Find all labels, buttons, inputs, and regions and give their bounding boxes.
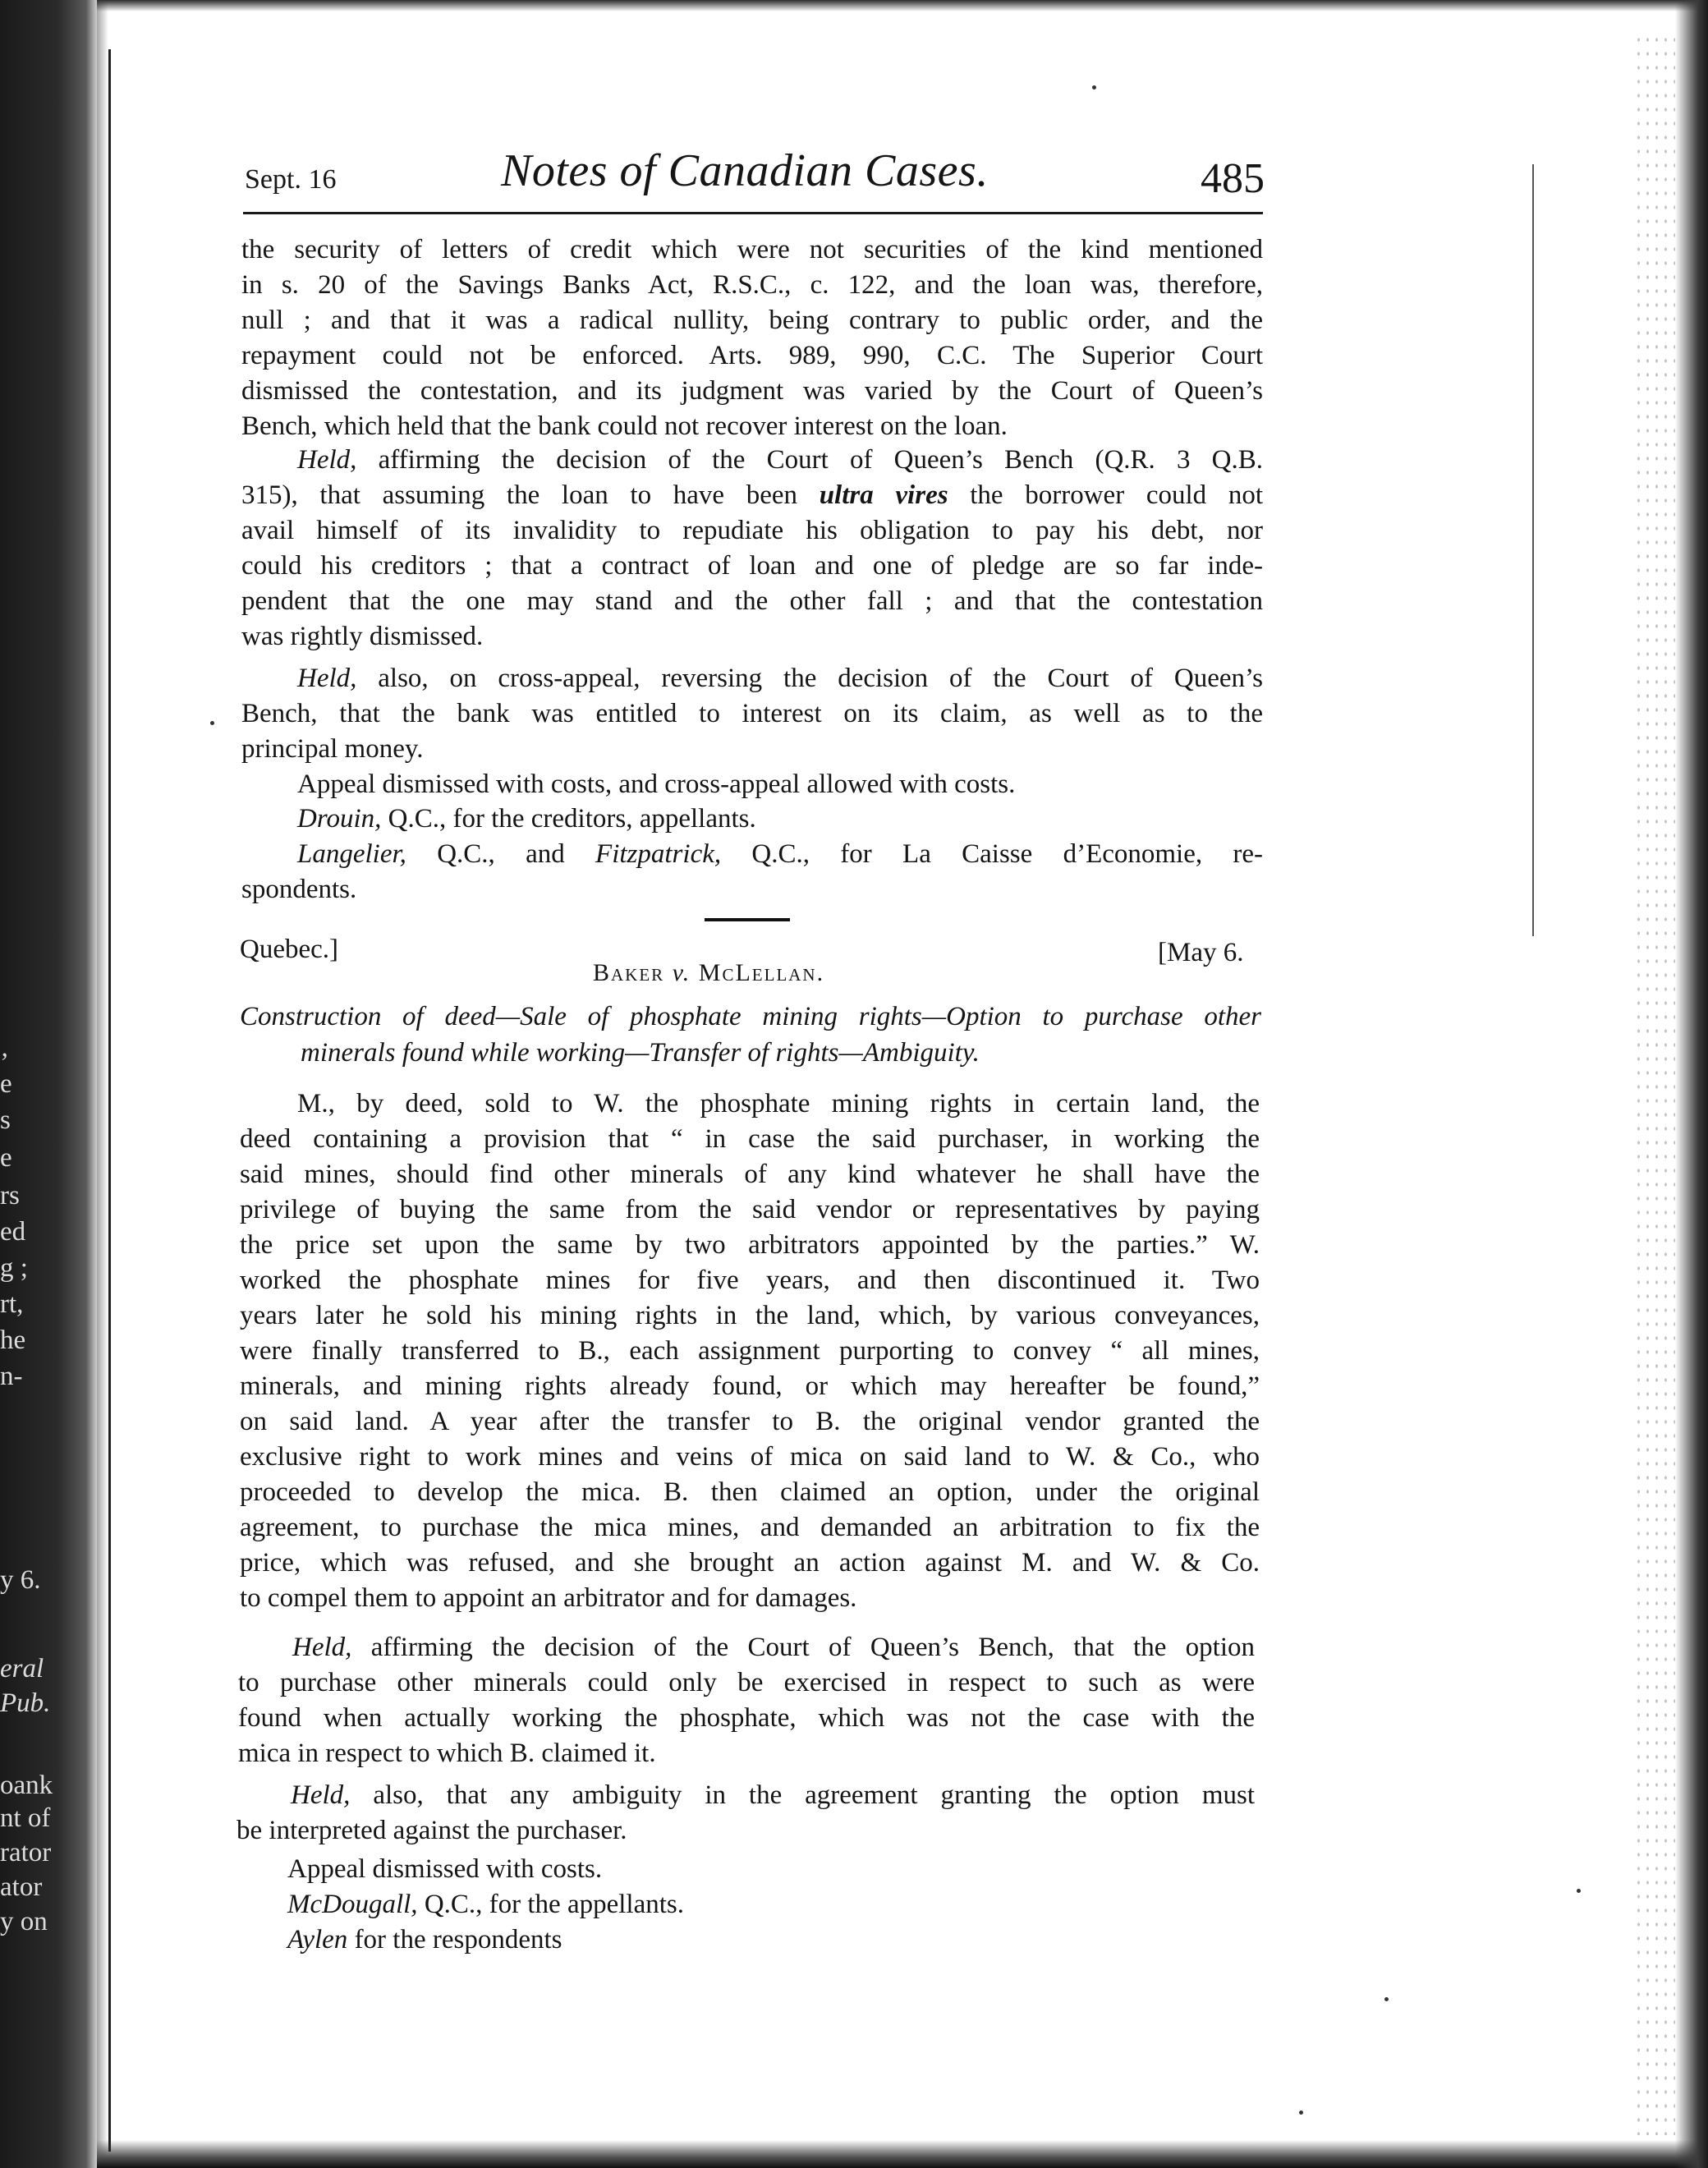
latin-term: ultra vires — [819, 480, 948, 510]
bleed-text: n- — [0, 1362, 23, 1391]
scan-speck — [1299, 2111, 1303, 2115]
headnote-line: minerals found while working—Transfer of rights—Ambiguity. — [301, 1038, 980, 1068]
holding-text: also, on cross-appeal, reversing the decision of the Court of Queen’s — [378, 664, 1264, 693]
holding-line: to purchase other minerals could only be exercised in respect to such as were — [238, 1668, 1255, 1697]
header-date: Sept. 16 — [245, 164, 337, 195]
bleed-text: s — [0, 1105, 11, 1135]
journal-title: Notes of Canadian Cases. — [501, 145, 989, 196]
scan-speck — [1577, 1889, 1581, 1893]
counsel-line — [287, 1923, 1109, 1956]
holding-line: could his creditors ; that a contract of loan and one of pledge are so far inde- — [241, 551, 1263, 581]
body-line: dismissed the contestation, and its judgment was varied by the Court of Queen’s — [241, 376, 1263, 406]
bleed-text: e — [0, 1143, 12, 1173]
holding-text: also, that any ambiguity in the agreement granting the option must — [373, 1780, 1256, 1810]
disposition: Appeal dismissed with costs, and cross-appeal allowed with costs. — [297, 769, 1016, 799]
counsel-name: Drouin, — [297, 804, 382, 834]
holding-line — [241, 479, 1263, 512]
bleed-text: rt, — [0, 1289, 24, 1319]
party-name: Baker — [593, 959, 665, 986]
counsel-text: Q.C., for the creditors, appellants. — [388, 804, 756, 834]
scan-speck — [210, 721, 214, 725]
facts-line: years later he sold his mining rights in the land, which, by various conveyances, — [240, 1301, 1260, 1330]
scan-noise — [1634, 33, 1675, 2135]
bleed-text: oank — [0, 1771, 53, 1800]
body-line: null ; and that it was a radical nullity, being contrary to public order, and the — [241, 305, 1263, 335]
holding-line: pendent that the one may stand and the other fall ; and that the contestation — [241, 586, 1263, 616]
bleed-text: ator — [0, 1872, 43, 1902]
case-separator — [705, 918, 790, 921]
facts-line: on said land. A year after the transfer to B. the original vendor granted the — [240, 1407, 1260, 1436]
bleed-text: nt of — [0, 1803, 51, 1833]
counsel-line — [297, 838, 1263, 870]
scan-speck — [1092, 85, 1096, 90]
holding-line — [297, 443, 1263, 476]
facts-line: the price set upon the same by two arbitrators appointed by the parties.” W. — [240, 1230, 1260, 1260]
counsel-text: for the respondents — [354, 1925, 562, 1954]
counsel-name: Aylen — [287, 1925, 348, 1954]
holding-line — [297, 662, 1263, 695]
bleed-text: ed — [0, 1217, 26, 1247]
holding-line: be interpreted against the purchaser. — [236, 1816, 627, 1845]
counsel-name: Fitzpatrick, — [595, 839, 722, 869]
scan-top-edge — [97, 0, 1708, 11]
holding-text: affirming the decision of the Court of Queen’s Bench, that the option — [370, 1633, 1256, 1662]
held-label: Held, — [297, 664, 357, 693]
counsel-text: Q.C., and — [437, 839, 565, 869]
bleed-text: g ; — [0, 1253, 28, 1283]
holding-line: was rightly dismissed. — [241, 622, 484, 651]
counsel-line — [287, 1888, 1109, 1921]
bleed-text: y on — [0, 1907, 48, 1936]
bleed-text: Pub. — [0, 1688, 51, 1718]
case-province: Quebec.] — [240, 935, 339, 964]
headnote-line: Construction of deed—Sale of phosphate mining rights—Option to purchase other — [240, 1002, 1261, 1031]
bleed-text: y 6. — [0, 1565, 41, 1595]
counsel-name: Langelier, — [297, 839, 406, 869]
disposition: Appeal dismissed with costs. — [287, 1854, 603, 1884]
counsel-text: Q.C., for La Caisse d’Economie, re- — [751, 839, 1264, 869]
held-label: Held, — [297, 445, 357, 475]
page-left-border — [108, 49, 111, 2152]
holding-line: found when actually working the phosphate, which was not the case with the — [238, 1703, 1255, 1733]
holding-line: avail himself of its invalidity to repudiate his obligation to pay his debt, nor — [241, 516, 1263, 545]
facts-line: price, which was refused, and she brought an action against M. and W. & Co. — [240, 1548, 1260, 1578]
facts-line: M., by deed, sold to W. the phosphate mining rights in certain land, the — [297, 1089, 1260, 1118]
held-label: Held, — [292, 1633, 352, 1662]
versus: v. — [672, 959, 691, 986]
party-name: McLellan. — [698, 959, 825, 986]
facts-line: minerals, and mining rights already found, or which may hereafter be found,” — [240, 1371, 1260, 1401]
case-date: [May 6. — [1158, 938, 1244, 967]
holding-line: principal money. — [241, 734, 424, 764]
facts-line: proceeded to develop the mica. B. then claimed an option, under the original — [240, 1477, 1260, 1507]
bleed-text: e — [0, 1069, 12, 1099]
body-line: the security of letters of credit which were not securities of the kind mentioned — [241, 235, 1263, 264]
holding-line — [291, 1779, 1255, 1812]
body-line: in s. 20 of the Savings Banks Act, R.S.C., c. 122, and the loan was, therefore, — [241, 270, 1263, 300]
case-title — [593, 959, 824, 987]
facts-line: privilege of buying the same from the said vendor or representatives by paying — [240, 1195, 1260, 1224]
held-label: Held, — [291, 1780, 351, 1810]
header-rule — [243, 212, 1263, 214]
counsel-name: McDougall, — [287, 1890, 418, 1919]
bleed-text: he — [0, 1325, 26, 1355]
holding-line — [292, 1631, 1255, 1664]
holding-line: Bench, that the bank was entitled to interest on its claim, as well as to the — [241, 699, 1263, 728]
scan-bottom-edge — [97, 2140, 1708, 2168]
counsel-text: Q.C., for the appellants. — [424, 1890, 684, 1919]
holding-text: 315), that assuming the loan to have been — [241, 480, 798, 510]
body-line: repayment could not be enforced. Arts. 989, 990, C.C. The Superior Court — [241, 341, 1263, 370]
facts-line: agreement, to purchase the mica mines, and demanded an arbitration to fix the — [240, 1513, 1260, 1542]
facts-line: were finally transferred to B., each assignment purporting to convey “ all mines, — [240, 1336, 1260, 1366]
holding-line: mica in respect to which B. claimed it. — [238, 1739, 656, 1768]
bleed-text: eral — [0, 1654, 44, 1683]
facts-line: exclusive right to work mines and veins of mica on said land to W. & Co., who — [240, 1442, 1260, 1472]
facts-line: worked the phosphate mines for five years, and then discontinued it. Two — [240, 1265, 1260, 1295]
holding-text: affirming the decision of the Court of Queen’s Bench (Q.R. 3 Q.B. — [378, 445, 1264, 475]
scan-right-edge — [1675, 0, 1708, 2168]
bleed-text: rator — [0, 1838, 52, 1867]
scan-speck — [1384, 1997, 1389, 2001]
counsel-line: spondents. — [241, 875, 357, 904]
holding-text: the borrower could not — [970, 480, 1264, 510]
page-right-border — [1532, 164, 1534, 936]
bleed-text: ’ — [0, 1048, 9, 1077]
page-number: 485 — [1201, 155, 1265, 202]
body-line: Bench, which held that the bank could not recover interest on the loan. — [241, 411, 1008, 441]
bleed-text: rs — [0, 1181, 20, 1210]
counsel-line — [297, 802, 1263, 835]
previous-page-bleed — [0, 0, 97, 2168]
facts-line: deed containing a provision that “ in case the said purchaser, in working the — [240, 1124, 1260, 1154]
facts-line: said mines, should find other minerals of any kind whatever he shall have the — [240, 1160, 1260, 1189]
facts-line: to compel them to appoint an arbitrator and for damages. — [240, 1583, 857, 1613]
